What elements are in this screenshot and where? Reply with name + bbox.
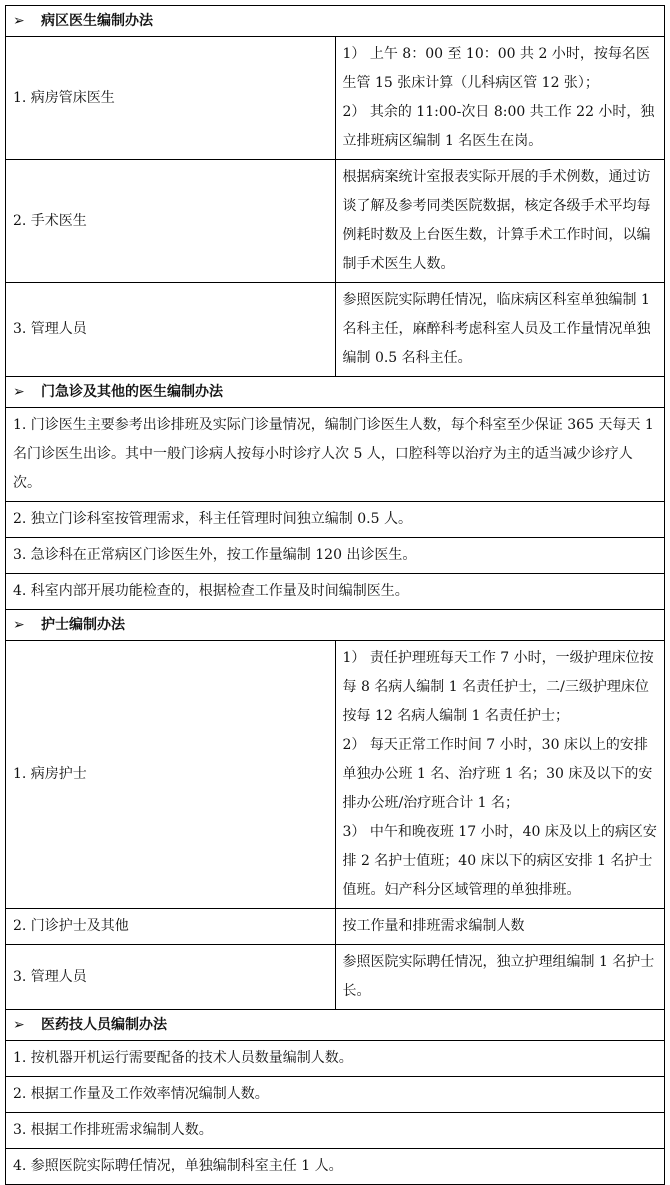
- arrow-bullet-icon: ➢: [13, 1017, 25, 1033]
- table-row: [6, 641, 665, 909]
- table-row: [6, 1041, 665, 1077]
- table-row: [6, 502, 665, 538]
- table-row: [6, 408, 665, 502]
- section-title: 病区医生编制办法: [41, 13, 153, 29]
- row-content: 参照医院实际聘任情况，独立护理组编制 1 名护士长。: [335, 945, 665, 1010]
- table-row: [6, 1149, 665, 1185]
- list-item: 2. 独立门诊科室按管理需求，科主任管理时间独立编制 0.5 人。: [6, 502, 665, 538]
- table-row: [6, 538, 665, 574]
- list-item: 3. 急诊科在正常病区门诊医生外，按工作量编制 120 出诊医生。: [6, 538, 665, 574]
- table-row: [6, 1077, 665, 1113]
- table-row: [6, 1113, 665, 1149]
- sub-item: 1） 上午 8：00 至 10：00 共 2 小时，按每名医生管 15 张床计算（儿科病区管 12 张）；: [342, 46, 650, 91]
- section-header: [6, 6, 665, 37]
- section-title: 门急诊及其他的医生编制办法: [41, 384, 223, 400]
- section-title: 护士编制办法: [41, 617, 125, 633]
- row-label: 2. 门诊护士及其他: [6, 909, 336, 945]
- list-item: 1. 按机器开机运行需要配备的技术人员数量编制人数。: [6, 1041, 665, 1077]
- arrow-bullet-icon: ➢: [13, 617, 25, 633]
- section-header-row: [6, 6, 665, 37]
- row-content: 按工作量和排班需求编制人数: [335, 909, 665, 945]
- list-item: 4. 参照医院实际聘任情况，单独编制科室主任 1 人。: [6, 1149, 665, 1185]
- row-content: 根据病案统计室报表实际开展的手术例数，通过访谈了解及参考同类医院数据，核定各级手术平均每例耗时数及上台医生数，计算手术工作时间，以编制手术医生人数。: [335, 160, 665, 283]
- list-item: 1. 门诊医生主要参考出诊排班及实际门诊量情况，编制门诊医生人数，每个科室至少保证 365 天每天 1 名门诊医生出诊。其中一般门诊病人按每小时诊疗人次 5 人，口腔科等以治疗为主的适当减少诊疗人次。: [6, 408, 665, 502]
- table-row: [6, 160, 665, 283]
- sub-item: 2） 每天正常工作时间 7 小时，30 床以上的安排单独办公班 1 名、治疗班 1 名；30 床及以下的安排办公班/治疗班合计 1 名；: [342, 737, 653, 811]
- row-label: 3. 管理人员: [6, 945, 336, 1010]
- section-title: 医药技人员编制办法: [41, 1017, 167, 1033]
- list-item: 3. 根据工作排班需求编制人数。: [6, 1113, 665, 1149]
- row-content: [335, 641, 665, 909]
- list-item: 4. 科室内部开展功能检查的，根据检查工作量及时间编制医生。: [6, 574, 665, 610]
- section-header: [6, 377, 665, 408]
- sub-item: 2） 其余的 11:00-次日 8:00 共工作 22 小时，独立排班病区编制 1 名医生在岗。: [342, 104, 655, 149]
- sub-item: 3） 中午和晚夜班 17 小时，40 床及以上的病区安排 2 名护士值班；40 床以下的病区安排 1 名护士值班。妇产科分区域管理的单独排班。: [342, 824, 657, 898]
- row-label: 1. 病房管床医生: [6, 37, 336, 160]
- row-label: 1. 病房护士: [6, 641, 336, 909]
- section-header-row: [6, 377, 665, 408]
- section-header-row: [6, 610, 665, 641]
- staffing-table: [5, 5, 665, 1185]
- table-row: [6, 945, 665, 1010]
- section-header: [6, 610, 665, 641]
- row-content: [335, 37, 665, 160]
- sub-item: 1） 责任护理班每天工作 7 小时，一级护理床位按每 8 名病人编制 1 名责任护士，二/三级护理床位按每 12 名病人编制 1 名责任护士；: [342, 650, 654, 724]
- table-row: [6, 283, 665, 377]
- section-header-row: [6, 1010, 665, 1041]
- row-content: 参照医院实际聘任情况，临床病区科室单独编制 1 名科主任，麻醉科考虑科室人员及工作量情况单独编制 0.5 名科主任。: [335, 283, 665, 377]
- table-row: [6, 909, 665, 945]
- document: [5, 5, 665, 1185]
- arrow-bullet-icon: ➢: [13, 13, 25, 29]
- table-row: [6, 37, 665, 160]
- section-header: [6, 1010, 665, 1041]
- arrow-bullet-icon: ➢: [13, 384, 25, 400]
- row-label: 2. 手术医生: [6, 160, 336, 283]
- row-label: 3. 管理人员: [6, 283, 336, 377]
- list-item: 2. 根据工作量及工作效率情况编制人数。: [6, 1077, 665, 1113]
- table-row: [6, 574, 665, 610]
